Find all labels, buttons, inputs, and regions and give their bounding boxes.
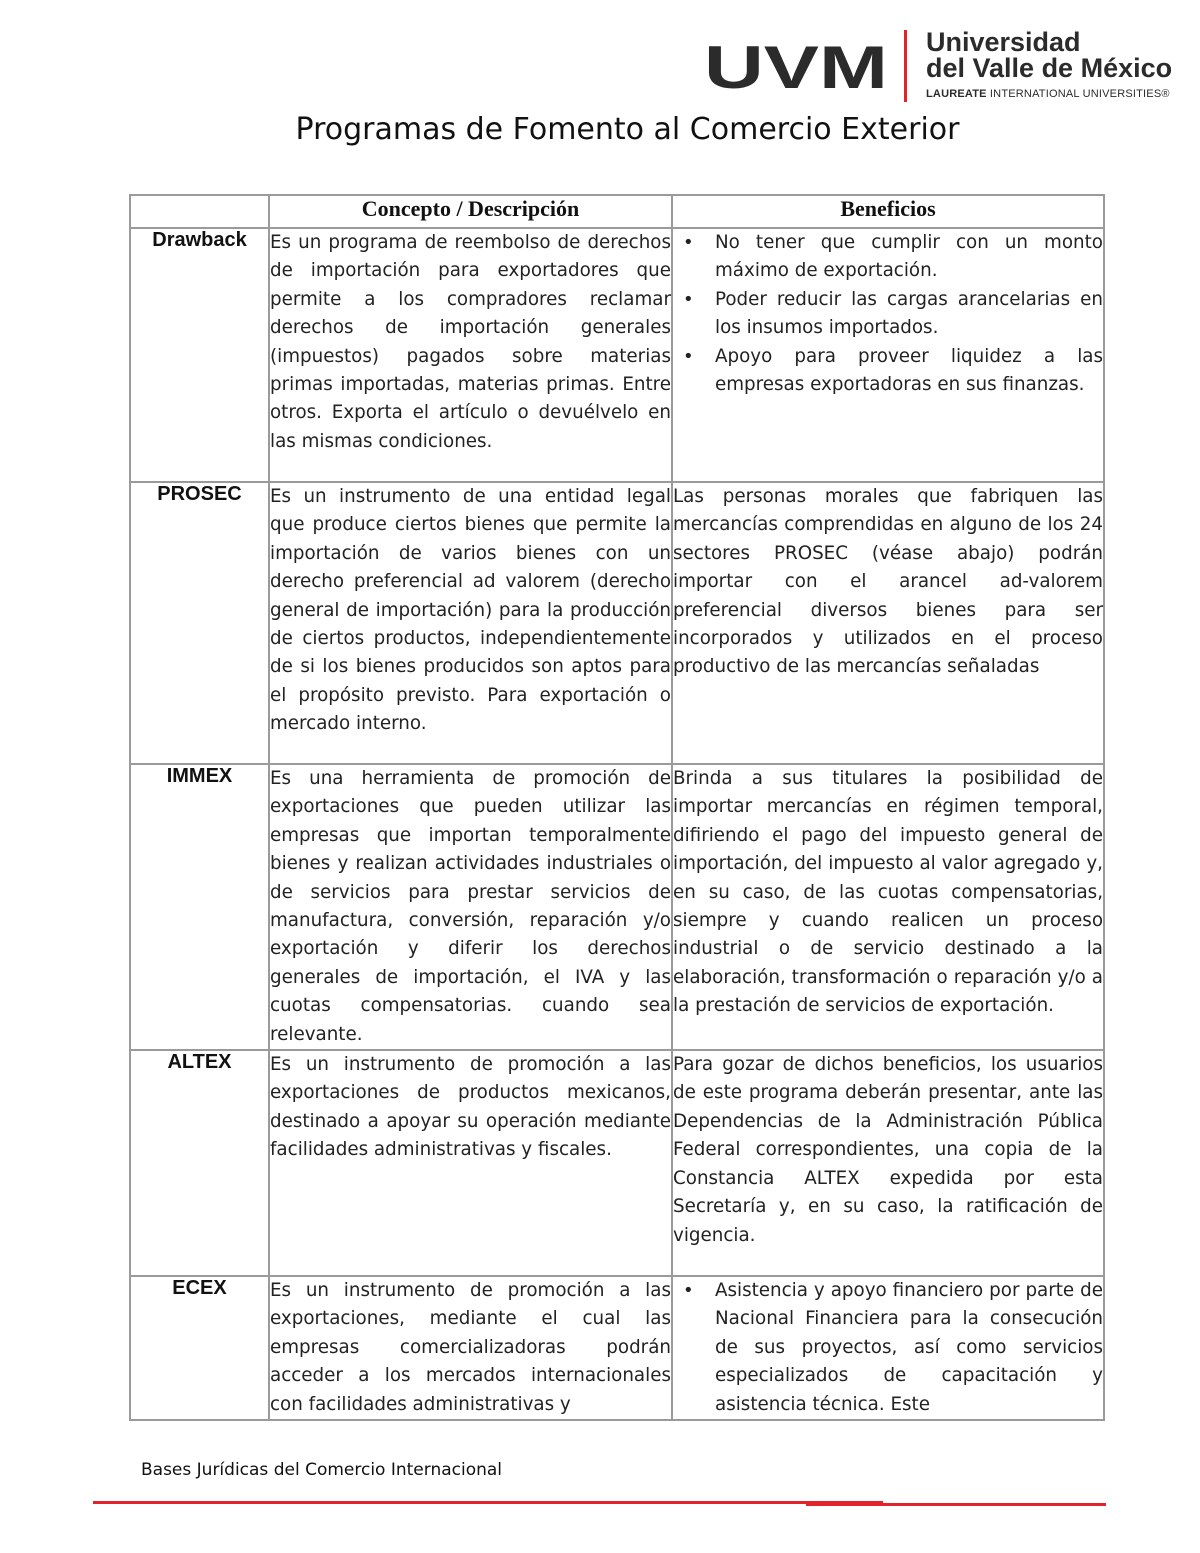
program-concept — [269, 1050, 672, 1276]
uvm-logo — [704, 27, 1173, 104]
program-concept — [269, 1276, 672, 1420]
table-row — [130, 228, 1104, 482]
benefits-text: Las personas morales que fabriquen las mercancías comprendidas en alguno de los 24 sectores PROSEC (véase abajo) podrán importar con el arancel ad-valorem preferencial diversos bienes para ser incorporados y utilizados en el proceso productivo de las mercancías señaladas — [673, 486, 1103, 678]
program-concept — [269, 228, 672, 482]
bullet-icon: • — [683, 1280, 694, 1302]
table-row — [130, 482, 1104, 764]
university-name-line2: del Valle de México — [926, 53, 1173, 83]
program-concept — [269, 764, 672, 1050]
program-concept — [269, 482, 672, 764]
logo-divider — [904, 30, 907, 102]
concept-text: Es un instrumento de una entidad legal que produce ciertos bienes que permite la importación de varios bienes con un derecho preferencial ad valorem (derecho general de importación) para la producción de ciertos productos, independientemente de si los bienes producidos son aptos para el propósito previsto. Para exportación o mercado interno. — [270, 486, 671, 735]
uvm-mark-text: UVM — [704, 40, 888, 94]
bullet-icon: • — [683, 288, 694, 310]
concept-text: Es un instrumento de promoción a las exportaciones, mediante el cual las empresas comercializadoras podrán acceder a los mercados internacionales con facilidades administrativas y — [270, 1280, 671, 1415]
program-benefits — [672, 1050, 1104, 1276]
program-benefits — [672, 1276, 1104, 1420]
table-row — [130, 1050, 1104, 1276]
list-item-text: Asistencia y apoyo financiero por parte de Nacional Financiera para la consecución de sus proyectos, así como servicios especializados de capacitación y asistencia técnica. Este — [715, 1280, 1103, 1415]
laureate-rest: INTERNATIONAL UNIVERSITIES® — [986, 88, 1170, 100]
footer-course-name: Bases Jurídicas del Comercio Internacional — [141, 1460, 503, 1480]
list-item — [683, 1277, 1103, 1419]
laureate-tagline — [926, 88, 1170, 101]
concept-text: Es un instrumento de promoción a las exportaciones de productos mexicanos, destinado a apoyar su operación mediante facilidades administrativas y fiscales. — [270, 1054, 671, 1161]
concept-text: Es una herramienta de promoción de exportaciones que pueden utilizar las empresas que importan temporalmente bienes y realizan actividades industriales o de servicios para prestar servicios de manufactura, conversión, reparación y/o exportación y diferir los derechos generales de importación, el IVA y las cuotas compensatorias. cuando sea relevante. — [270, 768, 671, 1045]
programs-table — [129, 194, 1105, 1421]
table-row — [130, 764, 1104, 1050]
bullet-icon: • — [683, 345, 694, 367]
program-name: ECEX — [130, 1276, 269, 1420]
benefits-text: Para gozar de dichos beneficios, los usuarios de este programa deberán presentar, ante las Dependencias de la Administración Pública Federal correspondientes, una copia de la Constancia ALTEX expedida por esta Secretaría y, en su caso, la ratificación de vigencia. — [673, 1054, 1103, 1246]
list-item — [683, 286, 1103, 343]
program-name: IMMEX — [130, 764, 269, 1050]
laureate-bold: LAUREATE — [926, 88, 987, 100]
program-name: Drawback — [130, 228, 269, 482]
program-name: PROSEC — [130, 482, 269, 764]
program-benefits — [672, 228, 1104, 482]
header-empty — [130, 195, 269, 228]
table-row — [130, 1276, 1104, 1420]
list-item — [683, 343, 1103, 400]
page-title: Programas de Fomento al Comercio Exterior — [295, 112, 960, 147]
uvm-logo-mark — [704, 40, 890, 94]
benefits-list — [673, 1277, 1103, 1419]
program-benefits — [672, 764, 1104, 1050]
program-benefits — [672, 482, 1104, 764]
header-concept: Concepto / Descripción — [269, 195, 672, 228]
list-item-text: Poder reducir las cargas arancelarias en los insumos importados. — [715, 288, 1103, 339]
benefits-list — [673, 229, 1103, 399]
program-name: ALTEX — [130, 1050, 269, 1276]
benefits-text: Brinda a sus titulares la posibilidad de importar mercancías en régimen temporal, difiriendo el pago del impuesto general de importación, del impuesto al valor agregado y, en su caso, de las cuotas compensatorias, siempre y cuando realicen un proceso industrial o de servicio destinado a la elaboración, transformación o reparación y/o a la prestación de servicios de exportación. — [673, 768, 1103, 1017]
footer-divider-accent — [806, 1503, 1106, 1506]
list-item-text: Apoyo para proveer liquidez a las empresas exportadoras en sus finanzas. — [715, 345, 1103, 396]
table-header-row — [130, 195, 1104, 228]
bullet-icon: • — [683, 232, 694, 253]
list-item-text: No tener que cumplir con un monto máximo de exportación. — [715, 232, 1103, 282]
university-name-line1: Universidad — [926, 27, 1081, 57]
list-item — [683, 229, 1103, 286]
concept-text: Es un programa de reembolso de derechos de importación para exportadores que permite a los compradores reclamar derechos de importación generales (impuestos) pagados sobre materias primas importadas, materias primas. Entre otros. Exporta el artículo o devuélvelo en las mismas condiciones. — [270, 232, 671, 452]
footer-divider — [93, 1501, 883, 1504]
header-benefits: Beneficios — [672, 195, 1104, 228]
